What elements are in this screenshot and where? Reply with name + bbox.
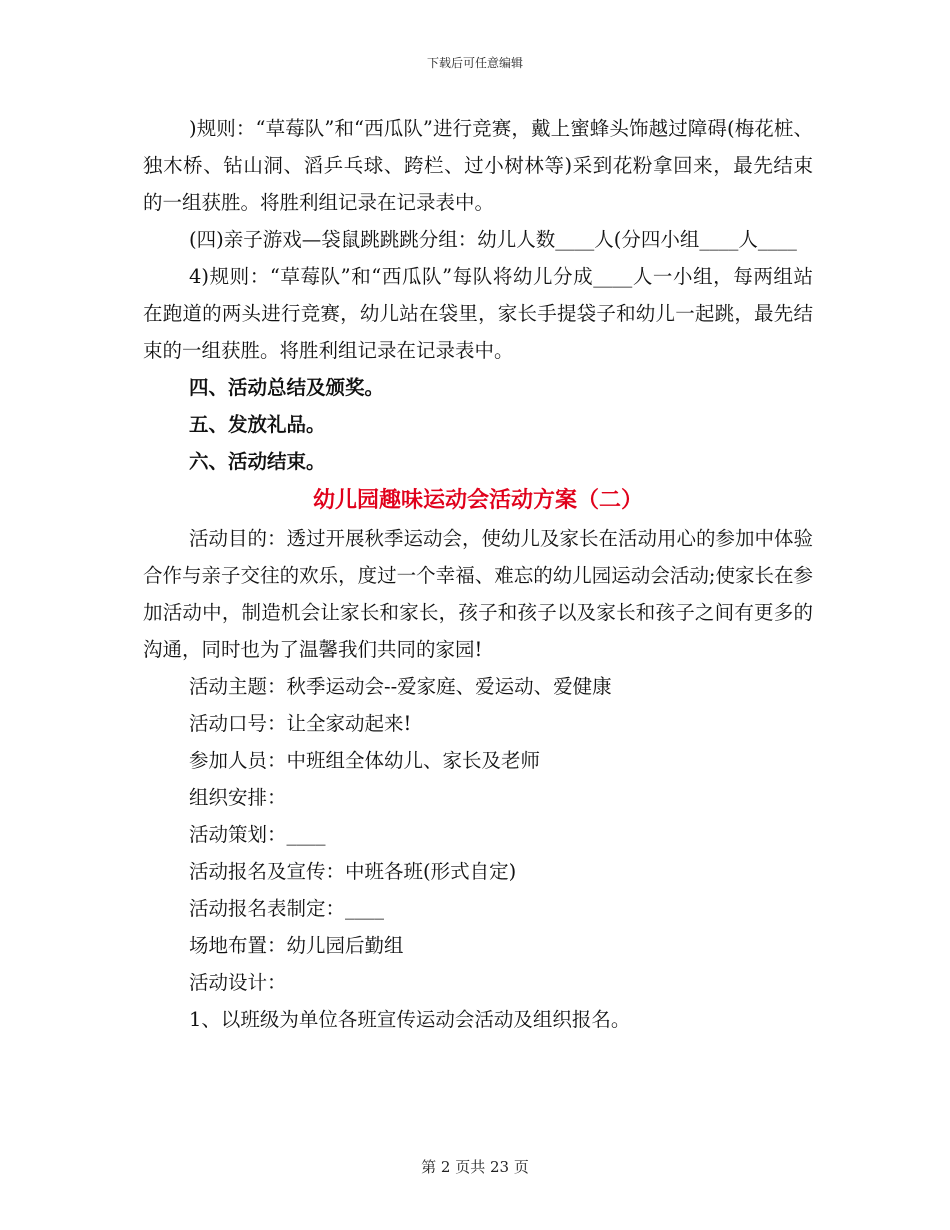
participants: 参加人员：中班组全体幼儿、家长及老师	[189, 749, 541, 772]
section-title: 幼儿园趣味运动会活动方案（二）	[312, 487, 643, 513]
rule-paragraph-2: 4)规则：“草莓队”和“西瓜队”每队将幼儿分成____人一小组，每两组站在跑道的两头进行竞赛，幼儿站在袋里，家长手提袋子和幼儿一起跳，最先结束的一组获胜。将胜利组记录在记录表中。	[143, 265, 813, 362]
activity-design: 活动设计：	[189, 971, 287, 994]
activity-theme: 活动主题：秋季运动会--爱家庭、爱运动、爱健康	[189, 675, 612, 698]
section-gifts-heading: 五、发放礼品。	[189, 413, 326, 436]
activity-planning: 活动策划：____	[189, 823, 326, 846]
kangaroo-game-paragraph: (四)亲子游戏—袋鼠跳跳跳分组：幼儿人数____人(分四小组____人____	[189, 228, 797, 251]
registration-form: 活动报名表制定：____	[189, 897, 385, 920]
section-summary-heading: 四、活动总结及颁奖。	[189, 376, 385, 399]
document-body	[143, 110, 813, 1038]
activity-purpose: 活动目的：透过开展秋季运动会，使幼儿及家长在活动用心的参加中体验合作与亲子交往的欢乐，度过一个幸福、难忘的幼儿园运动会活动;使家长在参加活动中，制造机会让家长和家长，孩子和孩子以及家长和孩子之间有更多的沟通，同时也为了温馨我们共同的家园!	[143, 527, 814, 661]
design-step-1: 1、以班级为单位各班宣传运动会活动及组织报名。	[189, 1008, 631, 1031]
activity-slogan: 活动口号：让全家动起来!	[189, 712, 412, 735]
rule-paragraph-1: )规则：“草莓队”和“西瓜队”进行竞赛，戴上蜜蜂头饰越过障碍(梅花桩、独木桥、钻山洞、滔乒乓球、跨栏、过小树林等)采到花粉拿回来，最先结束的一组获胜。将胜利组记录在记录表中。	[143, 117, 813, 214]
organization: 组织安排：	[189, 786, 287, 809]
venue-setup: 场地布置：幼儿园后勤组	[189, 934, 404, 957]
registration-promotion: 活动报名及宣传：中班各班(形式自定)	[189, 860, 517, 883]
page-header: 下载后可任意编辑	[426, 56, 523, 70]
page-footer: 第 2 页共 23 页	[421, 1158, 529, 1176]
section-end-heading: 六、活动结束。	[189, 450, 326, 473]
